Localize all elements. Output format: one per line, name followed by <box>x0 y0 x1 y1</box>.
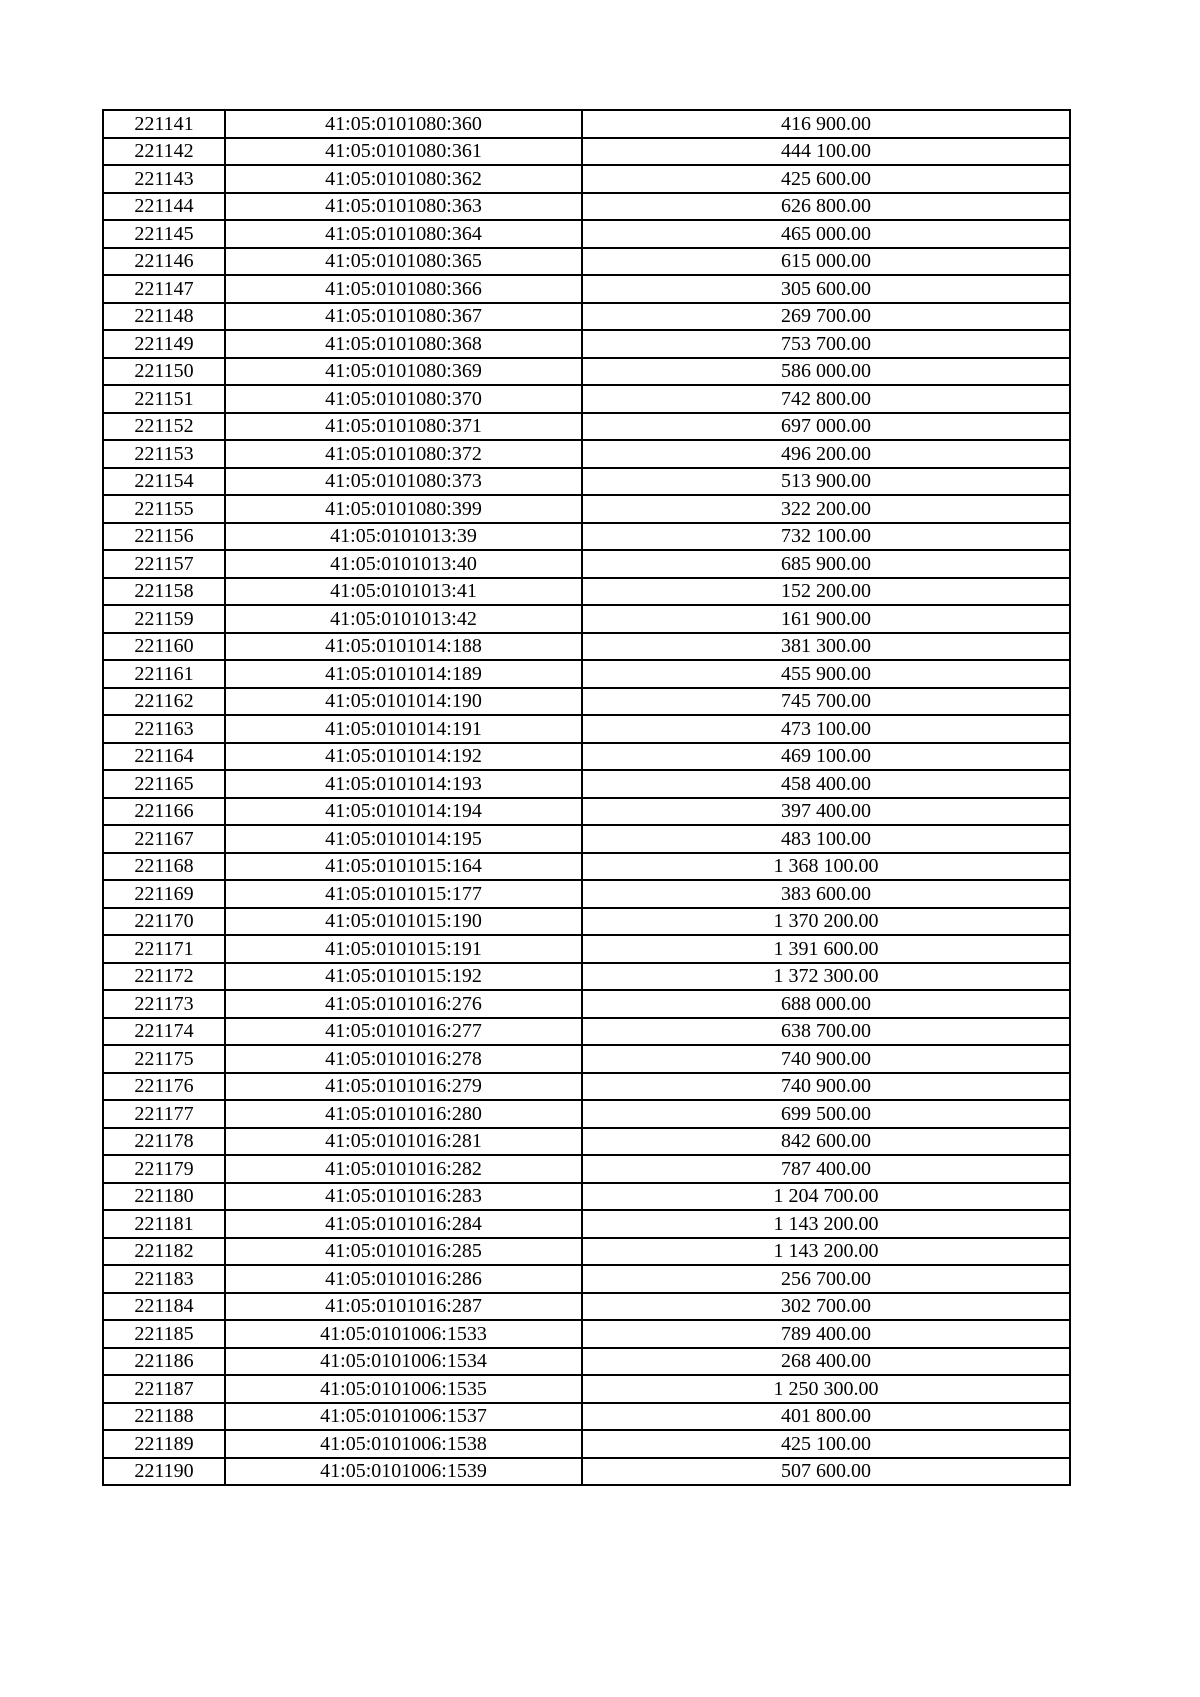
cadastral-value-cell: 626 800.00 <box>582 193 1070 221</box>
row-number-cell: 221172 <box>103 963 225 991</box>
cadastral-number-cell: 41:05:0101006:1538 <box>225 1430 582 1458</box>
table-row <box>103 385 1070 413</box>
cadastral-number-cell: 41:05:0101016:284 <box>225 1210 582 1238</box>
cadastral-number-cell: 41:05:0101080:363 <box>225 193 582 221</box>
cadastral-value-cell: 1 250 300.00 <box>582 1375 1070 1403</box>
table-row <box>103 1073 1070 1101</box>
table-row <box>103 303 1070 331</box>
cadastral-number-cell: 41:05:0101080:364 <box>225 220 582 248</box>
cadastral-number-cell: 41:05:0101015:191 <box>225 935 582 963</box>
row-number-cell: 221190 <box>103 1458 225 1486</box>
table-row <box>103 165 1070 193</box>
table-row <box>103 688 1070 716</box>
cadastral-value-cell: 513 900.00 <box>582 468 1070 496</box>
cadastral-number-cell: 41:05:0101006:1533 <box>225 1320 582 1348</box>
cadastral-value-cell: 732 100.00 <box>582 523 1070 551</box>
cadastral-number-cell: 41:05:0101080:365 <box>225 248 582 276</box>
cadastral-value-cell: 161 900.00 <box>582 605 1070 633</box>
cadastral-value-cell: 152 200.00 <box>582 578 1070 606</box>
table-body <box>103 110 1070 1485</box>
cadastral-value-cell: 322 200.00 <box>582 495 1070 523</box>
cadastral-value-cell: 1 143 200.00 <box>582 1210 1070 1238</box>
table-row <box>103 1265 1070 1293</box>
table-row <box>103 880 1070 908</box>
table-row <box>103 798 1070 826</box>
cadastral-value-cell: 1 368 100.00 <box>582 853 1070 881</box>
cadastral-value-cell: 401 800.00 <box>582 1403 1070 1431</box>
cadastral-number-cell: 41:05:0101080:366 <box>225 275 582 303</box>
cadastral-number-cell: 41:05:0101080:362 <box>225 165 582 193</box>
cadastral-value-cell: 742 800.00 <box>582 385 1070 413</box>
cadastral-value-cell: 586 000.00 <box>582 358 1070 386</box>
row-number-cell: 221145 <box>103 220 225 248</box>
cadastral-number-cell: 41:05:0101016:276 <box>225 990 582 1018</box>
table-row <box>103 908 1070 936</box>
table-row <box>103 275 1070 303</box>
row-number-cell: 221166 <box>103 798 225 826</box>
cadastral-value-cell: 425 100.00 <box>582 1430 1070 1458</box>
cadastral-number-cell: 41:05:0101014:190 <box>225 688 582 716</box>
row-number-cell: 221180 <box>103 1183 225 1211</box>
row-number-cell: 221158 <box>103 578 225 606</box>
table-row <box>103 1238 1070 1266</box>
row-number-cell: 221161 <box>103 660 225 688</box>
row-number-cell: 221141 <box>103 110 225 138</box>
table-row <box>103 468 1070 496</box>
row-number-cell: 221164 <box>103 743 225 771</box>
row-number-cell: 221188 <box>103 1403 225 1431</box>
cadastral-value-cell: 268 400.00 <box>582 1348 1070 1376</box>
cadastral-value-cell: 789 400.00 <box>582 1320 1070 1348</box>
cadastral-number-cell: 41:05:0101016:282 <box>225 1155 582 1183</box>
cadastral-value-cell: 745 700.00 <box>582 688 1070 716</box>
cadastral-number-cell: 41:05:0101014:195 <box>225 825 582 853</box>
cadastral-number-cell: 41:05:0101013:39 <box>225 523 582 551</box>
table-row <box>103 715 1070 743</box>
cadastral-number-cell: 41:05:0101014:193 <box>225 770 582 798</box>
table-row <box>103 1375 1070 1403</box>
cadastral-value-cell: 699 500.00 <box>582 1100 1070 1128</box>
cadastral-value-cell: 688 000.00 <box>582 990 1070 1018</box>
row-number-cell: 221153 <box>103 440 225 468</box>
row-number-cell: 221189 <box>103 1430 225 1458</box>
row-number-cell: 221165 <box>103 770 225 798</box>
cadastral-number-cell: 41:05:0101016:279 <box>225 1073 582 1101</box>
cadastral-value-cell: 458 400.00 <box>582 770 1070 798</box>
cadastral-number-cell: 41:05:0101015:192 <box>225 963 582 991</box>
cadastral-value-cell: 383 600.00 <box>582 880 1070 908</box>
table-row <box>103 330 1070 358</box>
table-row <box>103 578 1070 606</box>
row-number-cell: 221151 <box>103 385 225 413</box>
row-number-cell: 221185 <box>103 1320 225 1348</box>
cadastral-number-cell: 41:05:0101013:41 <box>225 578 582 606</box>
cadastral-value-cell: 305 600.00 <box>582 275 1070 303</box>
table-row <box>103 1458 1070 1486</box>
table-row <box>103 1403 1070 1431</box>
cadastral-number-cell: 41:05:0101080:368 <box>225 330 582 358</box>
row-number-cell: 221147 <box>103 275 225 303</box>
cadastral-number-cell: 41:05:0101080:369 <box>225 358 582 386</box>
table-row <box>103 1183 1070 1211</box>
cadastral-value-cell: 416 900.00 <box>582 110 1070 138</box>
row-number-cell: 221149 <box>103 330 225 358</box>
table-row <box>103 1100 1070 1128</box>
table-row <box>103 963 1070 991</box>
cadastral-number-cell: 41:05:0101015:190 <box>225 908 582 936</box>
cadastral-number-cell: 41:05:0101014:194 <box>225 798 582 826</box>
cadastral-number-cell: 41:05:0101015:164 <box>225 853 582 881</box>
cadastral-value-cell: 483 100.00 <box>582 825 1070 853</box>
table-row <box>103 935 1070 963</box>
table-row <box>103 633 1070 661</box>
cadastral-value-cell: 740 900.00 <box>582 1073 1070 1101</box>
cadastral-number-cell: 41:05:0101006:1535 <box>225 1375 582 1403</box>
table-row <box>103 220 1070 248</box>
table-row <box>103 358 1070 386</box>
table-row <box>103 743 1070 771</box>
cadastral-number-cell: 41:05:0101016:283 <box>225 1183 582 1211</box>
table-row <box>103 138 1070 166</box>
table-row <box>103 660 1070 688</box>
table-row <box>103 1430 1070 1458</box>
cadastral-number-cell: 41:05:0101014:192 <box>225 743 582 771</box>
table-row <box>103 110 1070 138</box>
cadastral-value-cell: 787 400.00 <box>582 1155 1070 1183</box>
row-number-cell: 221186 <box>103 1348 225 1376</box>
table-row <box>103 1128 1070 1156</box>
table-row <box>103 523 1070 551</box>
cadastral-number-cell: 41:05:0101016:280 <box>225 1100 582 1128</box>
cadastral-value-table <box>102 109 1071 1486</box>
cadastral-value-cell: 465 000.00 <box>582 220 1070 248</box>
cadastral-number-cell: 41:05:0101080:372 <box>225 440 582 468</box>
row-number-cell: 221181 <box>103 1210 225 1238</box>
table-row <box>103 770 1070 798</box>
cadastral-value-cell: 256 700.00 <box>582 1265 1070 1293</box>
cadastral-value-cell: 753 700.00 <box>582 330 1070 358</box>
cadastral-value-cell: 1 391 600.00 <box>582 935 1070 963</box>
cadastral-number-cell: 41:05:0101014:189 <box>225 660 582 688</box>
table-row <box>103 193 1070 221</box>
row-number-cell: 221156 <box>103 523 225 551</box>
row-number-cell: 221142 <box>103 138 225 166</box>
cadastral-number-cell: 41:05:0101016:278 <box>225 1045 582 1073</box>
cadastral-value-cell: 455 900.00 <box>582 660 1070 688</box>
row-number-cell: 221160 <box>103 633 225 661</box>
cadastral-number-cell: 41:05:0101080:361 <box>225 138 582 166</box>
cadastral-number-cell: 41:05:0101080:399 <box>225 495 582 523</box>
table-row <box>103 853 1070 881</box>
row-number-cell: 221154 <box>103 468 225 496</box>
cadastral-number-cell: 41:05:0101014:188 <box>225 633 582 661</box>
cadastral-value-cell: 381 300.00 <box>582 633 1070 661</box>
cadastral-value-cell: 473 100.00 <box>582 715 1070 743</box>
cadastral-value-cell: 697 000.00 <box>582 413 1070 441</box>
row-number-cell: 221173 <box>103 990 225 1018</box>
cadastral-value-cell: 1 204 700.00 <box>582 1183 1070 1211</box>
table-row <box>103 1018 1070 1046</box>
cadastral-number-cell: 41:05:0101006:1539 <box>225 1458 582 1486</box>
cadastral-value-cell: 302 700.00 <box>582 1293 1070 1321</box>
cadastral-value-cell: 269 700.00 <box>582 303 1070 331</box>
cadastral-number-cell: 41:05:0101014:191 <box>225 715 582 743</box>
cadastral-number-cell: 41:05:0101016:287 <box>225 1293 582 1321</box>
table-row <box>103 1348 1070 1376</box>
row-number-cell: 221150 <box>103 358 225 386</box>
row-number-cell: 221184 <box>103 1293 225 1321</box>
table-row <box>103 495 1070 523</box>
table-row <box>103 1293 1070 1321</box>
table-row <box>103 605 1070 633</box>
row-number-cell: 221152 <box>103 413 225 441</box>
cadastral-number-cell: 41:05:0101006:1537 <box>225 1403 582 1431</box>
row-number-cell: 221163 <box>103 715 225 743</box>
table-row <box>103 1320 1070 1348</box>
cadastral-value-cell: 615 000.00 <box>582 248 1070 276</box>
cadastral-value-cell: 740 900.00 <box>582 1045 1070 1073</box>
table-row <box>103 1155 1070 1183</box>
row-number-cell: 221175 <box>103 1045 225 1073</box>
cadastral-number-cell: 41:05:0101013:42 <box>225 605 582 633</box>
row-number-cell: 221174 <box>103 1018 225 1046</box>
cadastral-value-cell: 507 600.00 <box>582 1458 1070 1486</box>
cadastral-number-cell: 41:05:0101080:360 <box>225 110 582 138</box>
row-number-cell: 221167 <box>103 825 225 853</box>
table-row <box>103 550 1070 578</box>
row-number-cell: 221168 <box>103 853 225 881</box>
cadastral-value-cell: 1 370 200.00 <box>582 908 1070 936</box>
row-number-cell: 221162 <box>103 688 225 716</box>
cadastral-number-cell: 41:05:0101016:285 <box>225 1238 582 1266</box>
cadastral-value-cell: 425 600.00 <box>582 165 1070 193</box>
row-number-cell: 221157 <box>103 550 225 578</box>
cadastral-number-cell: 41:05:0101016:286 <box>225 1265 582 1293</box>
cadastral-number-cell: 41:05:0101080:373 <box>225 468 582 496</box>
cadastral-number-cell: 41:05:0101006:1534 <box>225 1348 582 1376</box>
row-number-cell: 221187 <box>103 1375 225 1403</box>
cadastral-number-cell: 41:05:0101080:371 <box>225 413 582 441</box>
cadastral-value-cell: 397 400.00 <box>582 798 1070 826</box>
table-row <box>103 248 1070 276</box>
row-number-cell: 221146 <box>103 248 225 276</box>
cadastral-value-cell: 1 372 300.00 <box>582 963 1070 991</box>
cadastral-number-cell: 41:05:0101080:367 <box>225 303 582 331</box>
cadastral-value-cell: 469 100.00 <box>582 743 1070 771</box>
row-number-cell: 221170 <box>103 908 225 936</box>
row-number-cell: 221155 <box>103 495 225 523</box>
row-number-cell: 221178 <box>103 1128 225 1156</box>
table-row <box>103 1210 1070 1238</box>
cadastral-value-cell: 1 143 200.00 <box>582 1238 1070 1266</box>
cadastral-number-cell: 41:05:0101013:40 <box>225 550 582 578</box>
row-number-cell: 221171 <box>103 935 225 963</box>
cadastral-value-cell: 444 100.00 <box>582 138 1070 166</box>
table-row <box>103 413 1070 441</box>
row-number-cell: 221169 <box>103 880 225 908</box>
row-number-cell: 221183 <box>103 1265 225 1293</box>
cadastral-value-cell: 496 200.00 <box>582 440 1070 468</box>
cadastral-number-cell: 41:05:0101015:177 <box>225 880 582 908</box>
cadastral-number-cell: 41:05:0101080:370 <box>225 385 582 413</box>
table-row <box>103 1045 1070 1073</box>
table-row <box>103 990 1070 1018</box>
row-number-cell: 221182 <box>103 1238 225 1266</box>
row-number-cell: 221159 <box>103 605 225 633</box>
row-number-cell: 221148 <box>103 303 225 331</box>
cadastral-number-cell: 41:05:0101016:277 <box>225 1018 582 1046</box>
cadastral-value-cell: 842 600.00 <box>582 1128 1070 1156</box>
row-number-cell: 221177 <box>103 1100 225 1128</box>
table-row <box>103 440 1070 468</box>
row-number-cell: 221179 <box>103 1155 225 1183</box>
table-row <box>103 825 1070 853</box>
cadastral-value-cell: 638 700.00 <box>582 1018 1070 1046</box>
row-number-cell: 221176 <box>103 1073 225 1101</box>
row-number-cell: 221144 <box>103 193 225 221</box>
cadastral-value-cell: 685 900.00 <box>582 550 1070 578</box>
row-number-cell: 221143 <box>103 165 225 193</box>
cadastral-number-cell: 41:05:0101016:281 <box>225 1128 582 1156</box>
